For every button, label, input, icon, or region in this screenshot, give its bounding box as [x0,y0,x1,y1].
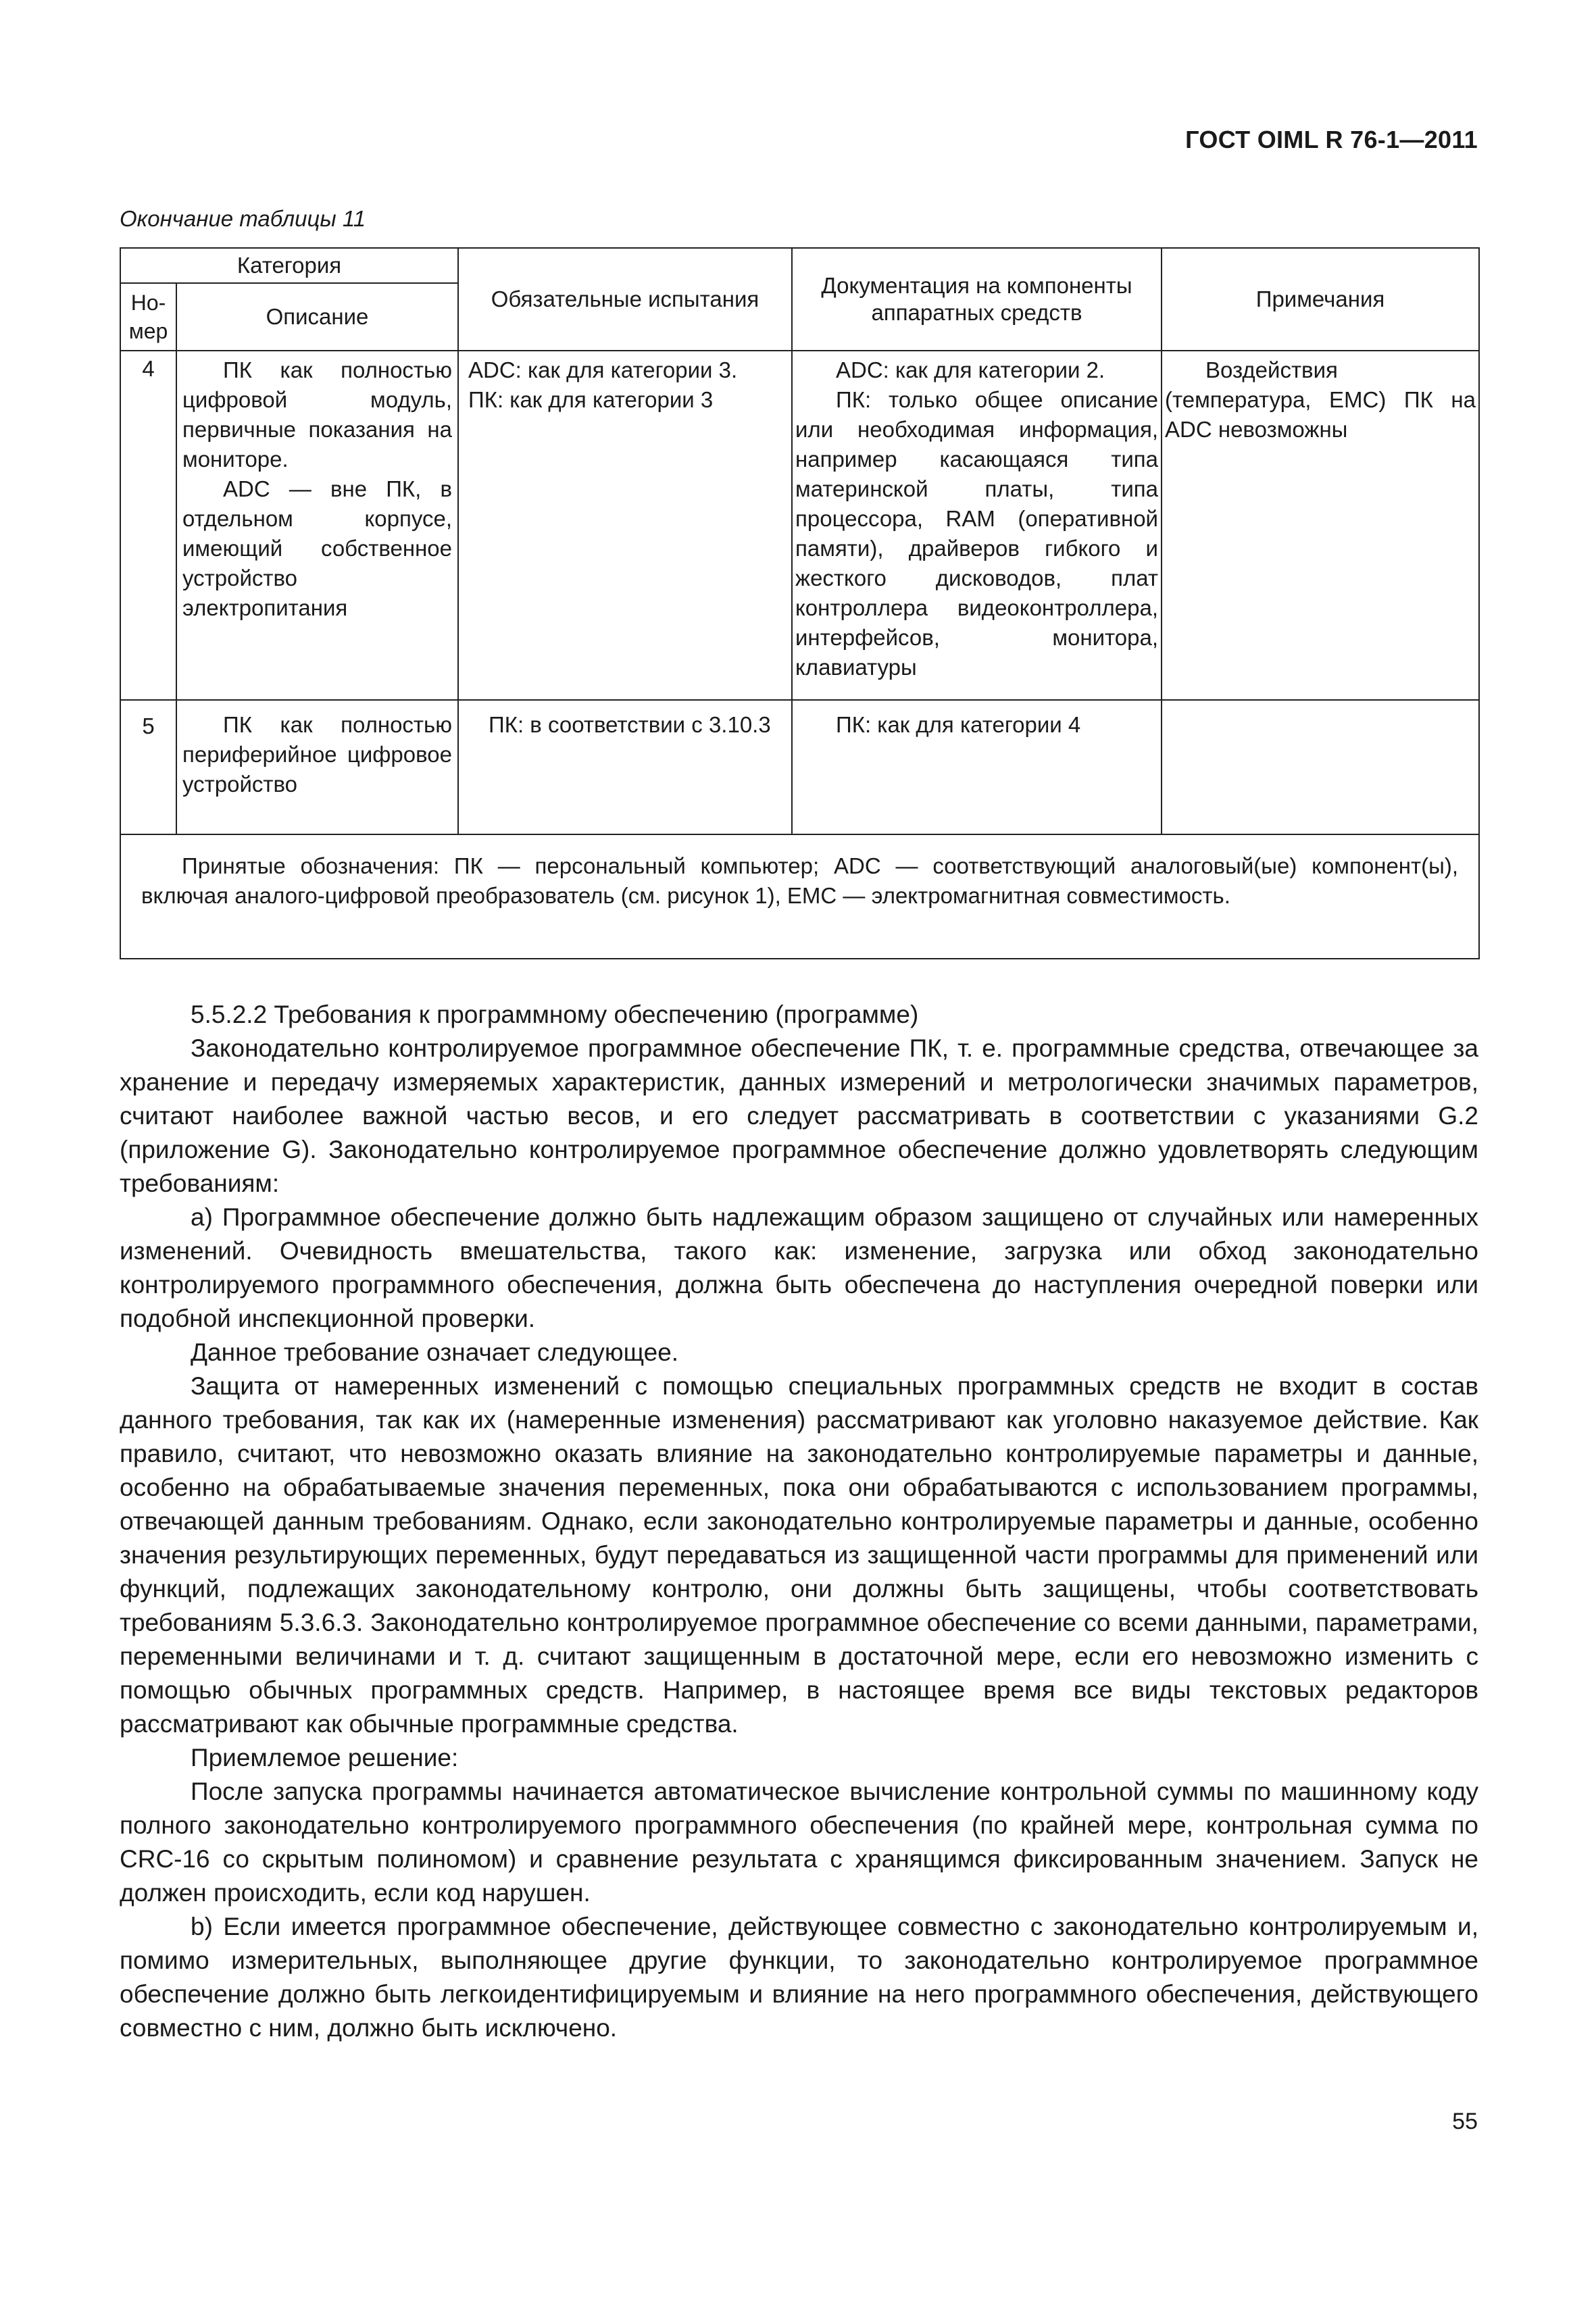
paragraph: Законодательно контролируемое программное обеспечение ПК, т. е. программные средства, отвечающее за хранение и передачу измеряемых характеристик, данных измерений и метрологически значимых параметров, считают наиболее важной частью весов, и его следует рассматривать в соответствии с указаниями G.2 (приложение G). Законодательно контролируемое программное обеспечение должно удовлетворять следующим требованиям: [120,1034,1478,1197]
row-documentation [792,351,1162,700]
header-notes: Примечания [1162,248,1479,351]
paragraph: b) Если имеется программное обеспечение, действующее совместно с законодательно контролируемым и, помимо измерительных, выполняющее другие функции, то законодательно контролируемое программное обеспечение должно быть легкоидентифицируемым и влияние на него программного обеспечения, действующего совместно с ним, должно быть исключено. [120,1913,1478,2042]
category-table [120,247,1480,959]
header-mandatory-tests: Обязательные испытания [458,248,792,351]
notes-line: Воздействия (температура, EMC) ПК на ADC невозможны [1165,357,1476,442]
header-category: Категория [120,248,458,283]
documentation-line: ПК: только общее описание или необходимая информация, например касающаяся типа материнской платы, типа процессора, RAM (оперативной памяти), драйверов гибкого и жесткого дисководов, плат контроллера видеоконтроллера, интерфейсов, монитора, клавиатуры [795,387,1158,680]
paragraph: После запуска программы начинается автоматическое вычисление контрольной суммы по машинному коду полного законодательно контролируемого программного обеспечения (по крайней мере, контрольная сумма по CRC-16 со скрытым полиномом) и сравнение результата с хранящимся фиксированным значением. Запуск не должен происходить, если код нарушен. [120,1778,1478,1907]
table-footnote-row [120,834,1479,959]
tests-line: ADC: как для категории 3. [468,357,738,382]
row-description [176,700,458,834]
row-number: 4 [120,351,176,700]
row-tests: ПК: в соответствии с 3.10.3 [458,700,792,834]
section-heading: 5.5.2.2 Требования к программному обеспечению (программе) [191,1001,919,1028]
header-description: Описание [176,283,458,351]
paragraph: Приемлемое решение: [191,1744,459,1771]
footnote-text: Принятые обозначения: ПК — персональный компьютер; ADC — соответствующий аналоговый(ые) компонент(ы), включая аналого-цифровой преобразователь (см. рисунок 1), EMC — электромагнитная совместимость. [141,853,1458,908]
row-description [176,351,458,700]
row-number: 5 [120,700,176,834]
paragraph: Данное требование означает следующее. [191,1338,679,1366]
table-footnote [120,834,1479,959]
row-tests [458,351,792,700]
header-number: Но- мер [120,283,176,351]
row-notes [1162,700,1479,834]
document-standard-header: ГОСТ OIML R 76-1—2011 [1185,126,1478,153]
tests-line: ПК: как для категории 3 [468,387,714,412]
table-row [120,351,1479,700]
documentation-line: ADC: как для категории 2. [836,357,1105,382]
row-notes [1162,351,1479,700]
description-line: ADC — вне ПК, в отдельном корпусе, имеющий собственное устройство электропитания [182,476,452,620]
page-number: 55 [1452,2109,1478,2134]
table-row [120,700,1479,834]
body-text [120,998,1478,2045]
header-documentation: Документация на компоненты аппаратных средств [792,248,1162,351]
row-documentation: ПК: как для категории 4 [792,700,1162,834]
description-line: ПК как полностью цифровой модуль, первичные показания на мониторе. [182,357,452,472]
paragraph: Защита от намеренных изменений с помощью специальных программных средств не входит в состав данного требования, так как их (намеренные изменения) рассматривают как уголовно наказуемое действие. Как правило, считают, что невозможно оказать влияние на законодательно контролируемые параметры и данные, особенно на обрабатываемые значения переменных, пока они обрабатываются с использованием программы, отвечающей данным требованиям. Однако, если законодательно контролируемые параметры и данные, особенно значения результирующих переменных, будут передаваться из защищенной части программы для применений или функций, подлежащих законодательному контролю, они должны быть защищены, чтобы соответствовать требованиям 5.3.6.3. Законодательно контролируемое программное обеспечение со всеми данными, параметрами, переменными величинами и т. д. считают защищенным в достаточной мере, если его невозможно изменить с помощью обычных программных средств. Например, в настоящее время все виды текстовых редакторов рассматривают как обычные программные средства. [120,1372,1478,1738]
paragraph: a) Программное обеспечение должно быть надлежащим образом защищено от случайных или намеренных изменений. Очевидность вмешательства, такого как: изменение, загрузка или обход законодательно контролируемого программного обеспечения, должна быть обеспечена до наступления очередной поверки или подобной инспекционной проверки. [120,1203,1478,1332]
description-line: ПК как полностью периферийное цифровое устройство [182,712,452,797]
table-caption: Окончание таблицы 11 [120,206,366,231]
